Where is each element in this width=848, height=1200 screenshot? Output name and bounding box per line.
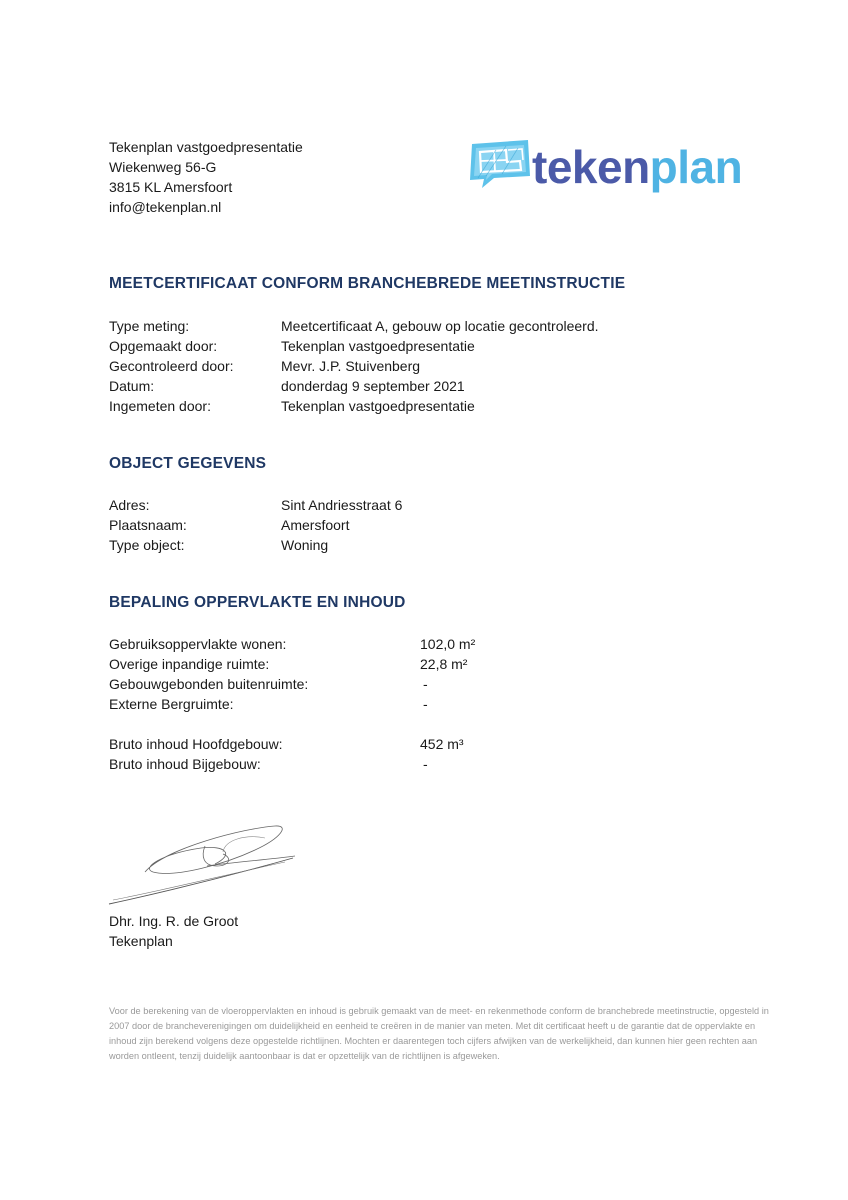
signer-company: Tekenplan	[109, 933, 173, 949]
logo-word-part2: plan	[649, 141, 743, 193]
handwritten-signature	[105, 820, 305, 915]
area-living-label: Gebruiksoppervlakte wonen:	[109, 636, 287, 652]
object-address-value: Sint Andriesstraat 6	[281, 497, 403, 513]
cert-type-label: Type meting:	[109, 318, 190, 334]
cert-checked-by-label: Gecontroleerd door:	[109, 358, 234, 374]
cert-checked-by-value: Mevr. J.P. Stuivenberg	[281, 358, 421, 374]
cert-date-value: donderdag 9 september 2021	[281, 378, 465, 394]
cert-measured-by-label: Ingemeten door:	[109, 398, 211, 414]
cert-measured-by-value: Tekenplan vastgoedpresentatie	[281, 398, 475, 414]
cert-date-label: Datum:	[109, 378, 155, 394]
company-email: info@tekenplan.nl	[109, 199, 222, 215]
volume-annex-value: -	[423, 756, 428, 772]
area-other-value: 22,8 m²	[420, 656, 468, 672]
company-city: 3815 KL Amersfoort	[109, 179, 233, 195]
disclaimer-text: Voor de berekening van de vloeroppervlakten en inhoud is gebruik gemaakt van de meet- en rekenmethode conform de branchebrede meetinstructie, opgesteld in 2007 door de brancheverenigingen om duidelijkheid en eenheid te creëren in de manier van meten. Met dit certificaat heeft u de garantie dat de oppervlakte en inhoud zijn berekend volgens deze opgestelde richtlijnen. Mochten er daarentegen toch cijfers afwijken van de werkelijkheid, dan kunnen hier geen rechten aan worden ontleent, tenzij duidelijk aantoonbaar is dat er opzettelijk van de richtlijnen is afgeweken.	[109, 1006, 769, 1061]
object-address-label: Adres:	[109, 497, 150, 513]
area-storage-value: -	[423, 696, 428, 712]
certificate-title: MEETCERTIFICAAT CONFORM BRANCHEBREDE MEETINSTRUCTIE	[109, 275, 626, 292]
cert-made-by-label: Opgemaakt door:	[109, 338, 218, 354]
area-other-label: Overige inpandige ruimte:	[109, 656, 270, 672]
cert-made-by-value: Tekenplan vastgoedpresentatie	[281, 338, 475, 354]
object-city-value: Amersfoort	[281, 517, 350, 533]
signer-block	[109, 911, 238, 951]
area-outdoor-label: Gebouwgebonden buitenruimte:	[109, 676, 309, 692]
logo-word-part1: teken	[532, 141, 650, 193]
logo-wordmark	[532, 138, 742, 196]
floorplan-speech-bubble-icon	[466, 138, 532, 196]
object-city-label: Plaatsnaam:	[109, 517, 187, 533]
company-name: Tekenplan vastgoedpresentatie	[109, 139, 303, 155]
area-title: BEPALING OPPERVLAKTE EN INHOUD	[109, 594, 406, 611]
volume-main-value: 452 m³	[420, 736, 464, 752]
object-type-value: Woning	[281, 537, 329, 553]
volume-main-label: Bruto inhoud Hoofdgebouw:	[109, 736, 283, 752]
company-address	[109, 137, 303, 217]
area-outdoor-value: -	[423, 676, 428, 692]
tekenplan-logo	[466, 138, 756, 196]
company-street: Wiekenweg 56-G	[109, 159, 217, 175]
signer-name: Dhr. Ing. R. de Groot	[109, 913, 239, 929]
object-title: OBJECT GEGEVENS	[109, 455, 267, 472]
volume-annex-label: Bruto inhoud Bijgebouw:	[109, 756, 261, 772]
area-storage-label: Externe Bergruimte:	[109, 696, 234, 712]
cert-type-value: Meetcertificaat A, gebouw op locatie gecontroleerd.	[281, 318, 599, 334]
object-type-label: Type object:	[109, 537, 185, 553]
area-living-value: 102,0 m²	[420, 636, 476, 652]
